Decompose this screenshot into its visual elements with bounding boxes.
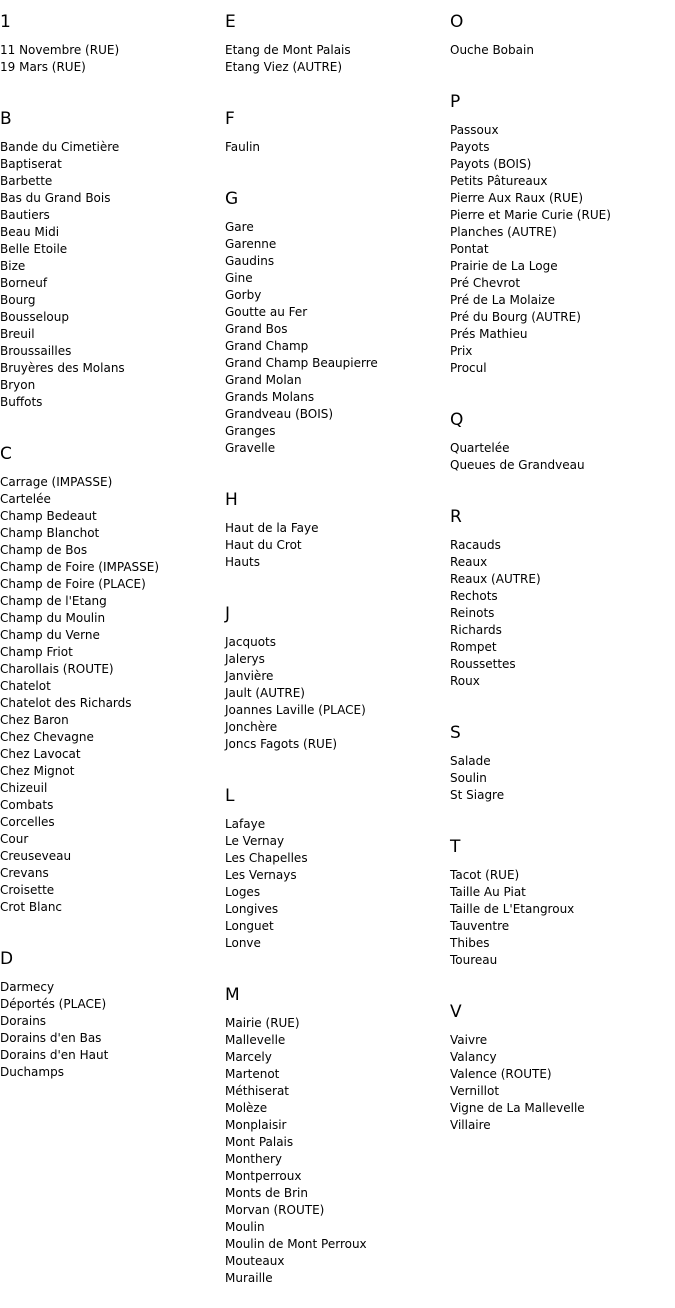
street-list (0, 474, 225, 916)
letter-section-1 (0, 0, 225, 76)
letter-section-v (450, 990, 675, 1134)
street-link-mallevelle[interactable]: Mallevelle (225, 1033, 286, 1047)
street-list (450, 753, 675, 804)
street-link-chez-baron[interactable]: Chez Baron (0, 713, 69, 727)
street-link-cartelee[interactable]: Cartelée (0, 492, 51, 506)
section-letter-heading: 1 (0, 12, 11, 32)
street-link-mouteaux[interactable]: Mouteaux (225, 1254, 285, 1268)
street-link-champ-de-bos[interactable]: Champ de Bos (0, 543, 88, 557)
street-link-champ-de-foire-impasse[interactable]: Champ de Foire (IMPASSE) (0, 560, 160, 574)
street-link-grands-molans[interactable]: Grands Molans (225, 390, 315, 404)
letter-section-e (225, 0, 450, 76)
section-letter-heading: G (225, 189, 239, 209)
letter-section-j (225, 592, 450, 753)
street-link-les-vernays[interactable]: Les Vernays (225, 868, 297, 882)
street-link-jault-autre[interactable]: Jault (AUTRE) (225, 686, 305, 700)
street-link-valence-route[interactable]: Valence (ROUTE) (450, 1067, 552, 1081)
street-link-muraille[interactable]: Muraille (225, 1271, 273, 1285)
street-link-moulin-de-mont-perroux[interactable]: Moulin de Mont Perroux (225, 1237, 367, 1251)
street-link-vernillot[interactable]: Vernillot (450, 1084, 500, 1098)
street-link-faulin[interactable]: Faulin (225, 140, 261, 154)
street-link-taille-au-piat[interactable]: Taille Au Piat (450, 885, 526, 899)
street-link-moleze[interactable]: Molèze (225, 1101, 268, 1115)
street-link-etang-de-mont-palais[interactable]: Etang de Mont Palais (225, 43, 351, 57)
street-link-toureau[interactable]: Toureau (450, 953, 498, 967)
street-link-moulin[interactable]: Moulin (225, 1220, 265, 1234)
street-link-carrage-impasse[interactable]: Carrage (IMPASSE) (0, 475, 113, 489)
street-link-etang-viez-autre[interactable]: Etang Viez (AUTRE) (225, 60, 343, 74)
street-link-montperroux[interactable]: Montperroux (225, 1169, 302, 1183)
street-link-grand-bos[interactable]: Grand Bos (225, 322, 288, 336)
street-link-champ-bedeaut[interactable]: Champ Bedeaut (0, 509, 97, 523)
street-link-planches-autre[interactable]: Planches (AUTRE) (450, 225, 557, 239)
street-link-passoux[interactable]: Passoux (450, 123, 499, 137)
street-link-baptiserat[interactable]: Baptiserat (0, 157, 62, 171)
street-link-deportes-place[interactable]: Déportés (PLACE) (0, 997, 107, 1011)
section-letter-heading: D (0, 949, 14, 969)
section-letter-heading: L (225, 786, 235, 806)
street-link-pierre-et-marie-curie-rue[interactable]: Pierre et Marie Curie (RUE) (450, 208, 611, 222)
street-link-cour[interactable]: Cour (0, 832, 29, 846)
street-link-goutte-au-fer[interactable]: Goutte au Fer (225, 305, 308, 319)
letter-section-t (450, 825, 675, 969)
street-link-grand-champ-beaupierre[interactable]: Grand Champ Beaupierre (225, 356, 378, 370)
street-link-soulin[interactable]: Soulin (450, 771, 487, 785)
street-link-belle-etoile[interactable]: Belle Etoile (0, 242, 68, 256)
street-list (450, 440, 675, 474)
letter-section-l (225, 774, 450, 952)
letter-section-m (225, 973, 450, 1287)
street-link-st-siagre[interactable]: St Siagre (450, 788, 505, 802)
street-link-petits-patureaux[interactable]: Petits Pâtureaux (450, 174, 548, 188)
letter-section-s (450, 711, 675, 804)
letter-section-c (0, 432, 225, 916)
street-link-19-mars-rue[interactable]: 19 Mars (RUE) (0, 60, 86, 74)
letter-section-g (225, 177, 450, 457)
street-link-chizeuil[interactable]: Chizeuil (0, 781, 48, 795)
street-link-barbette[interactable]: Barbette (0, 174, 53, 188)
street-link-salade[interactable]: Salade (450, 754, 491, 768)
street-link-joannes-laville-place[interactable]: Joannes Laville (PLACE) (225, 703, 366, 717)
street-link-tacot-rue[interactable]: Tacot (RUE) (450, 868, 520, 882)
letter-section-h (225, 478, 450, 571)
street-link-racauds[interactable]: Racauds (450, 538, 501, 552)
street-link-chez-lavocat[interactable]: Chez Lavocat (0, 747, 81, 761)
letter-section-d (0, 937, 225, 1081)
street-link-gare[interactable]: Gare (225, 220, 254, 234)
index-column-3 (450, 0, 675, 1155)
street-list (225, 816, 450, 952)
section-letter-heading: P (450, 92, 461, 112)
street-link-champ-blanchot[interactable]: Champ Blanchot (0, 526, 100, 540)
street-link-haut-de-la-faye[interactable]: Haut de la Faye (225, 521, 319, 535)
street-link-tauventre[interactable]: Tauventre (450, 919, 510, 933)
letter-section-q (450, 398, 675, 474)
street-link-crevans[interactable]: Crevans (0, 866, 49, 880)
street-link-bize[interactable]: Bize (0, 259, 26, 273)
section-letter-heading: Q (450, 410, 464, 430)
street-link-jonchere[interactable]: Jonchère (225, 720, 278, 734)
street-link-garenne[interactable]: Garenne (225, 237, 277, 251)
street-link-buffots[interactable]: Buffots (0, 395, 43, 409)
street-link-pierre-aux-raux-rue[interactable]: Pierre Aux Raux (RUE) (450, 191, 584, 205)
street-link-joncs-fagots-rue[interactable]: Joncs Fagots (RUE) (225, 737, 338, 751)
index-column-2 (225, 0, 450, 1308)
street-list (0, 42, 225, 76)
street-link-monthery[interactable]: Monthery (225, 1152, 283, 1166)
street-list (225, 634, 450, 753)
street-link-morvan-route[interactable]: Morvan (ROUTE) (225, 1203, 325, 1217)
street-link-monts-de-brin[interactable]: Monts de Brin (225, 1186, 308, 1200)
section-letter-heading: T (450, 837, 461, 857)
street-list (225, 520, 450, 571)
street-link-chez-chevagne[interactable]: Chez Chevagne (0, 730, 94, 744)
street-link-gaudins[interactable]: Gaudins (225, 254, 275, 268)
street-link-hauts[interactable]: Hauts (225, 555, 260, 569)
street-link-dorains-d-en-bas[interactable]: Dorains d'en Bas (0, 1031, 102, 1045)
street-link-granges[interactable]: Granges (225, 424, 276, 438)
street-link-marcely[interactable]: Marcely (225, 1050, 272, 1064)
street-link-darmecy[interactable]: Darmecy (0, 980, 55, 994)
street-link-reinots[interactable]: Reinots (450, 606, 495, 620)
street-link-prix[interactable]: Prix (450, 344, 473, 358)
street-link-monplaisir[interactable]: Monplaisir (225, 1118, 287, 1132)
street-list (450, 42, 675, 59)
street-link-roux[interactable]: Roux (450, 674, 480, 688)
street-link-dorains[interactable]: Dorains (0, 1014, 47, 1028)
street-list (225, 219, 450, 457)
street-link-creuseveau[interactable]: Creuseveau (0, 849, 72, 863)
street-link-quartelee[interactable]: Quartelée (450, 441, 510, 455)
street-link-bande-du-cimetiere[interactable]: Bande du Cimetière (0, 140, 120, 154)
street-link-dorains-d-en-haut[interactable]: Dorains d'en Haut (0, 1048, 109, 1062)
section-letter-heading: V (450, 1002, 462, 1022)
street-list (225, 1015, 450, 1287)
street-link-gorby[interactable]: Gorby (225, 288, 262, 302)
street-link-gravelle[interactable]: Gravelle (225, 441, 276, 455)
street-link-beau-midi[interactable]: Beau Midi (0, 225, 60, 239)
letter-section-f (225, 97, 450, 156)
street-link-reaux[interactable]: Reaux (450, 555, 488, 569)
street-list (0, 139, 225, 411)
street-link-charollais-route[interactable]: Charollais (ROUTE) (0, 662, 114, 676)
street-link-vigne-de-la-mallevelle[interactable]: Vigne de La Mallevelle (450, 1101, 585, 1115)
street-link-vaivre[interactable]: Vaivre (450, 1033, 488, 1047)
street-link-champ-du-moulin[interactable]: Champ du Moulin (0, 611, 106, 625)
letter-section-b (0, 97, 225, 411)
street-link-champ-de-foire-place[interactable]: Champ de Foire (PLACE) (0, 577, 146, 591)
street-link-payots-bois[interactable]: Payots (BOIS) (450, 157, 532, 171)
street-list (450, 537, 675, 690)
street-link-thibes[interactable]: Thibes (450, 936, 490, 950)
street-link-mairie-rue[interactable]: Mairie (RUE) (225, 1016, 300, 1030)
street-link-jacquots[interactable]: Jacquots (225, 635, 277, 649)
section-letter-heading: F (225, 109, 235, 129)
section-letter-heading: J (225, 604, 231, 624)
street-link-martenot[interactable]: Martenot (225, 1067, 280, 1081)
street-link-champ-friot[interactable]: Champ Friot (0, 645, 73, 659)
street-link-grand-molan[interactable]: Grand Molan (225, 373, 302, 387)
street-link-le-vernay[interactable]: Le Vernay (225, 834, 285, 848)
street-link-les-chapelles[interactable]: Les Chapelles (225, 851, 308, 865)
street-link-rechots[interactable]: Rechots (450, 589, 498, 603)
street-link-borneuf[interactable]: Borneuf (0, 276, 48, 290)
street-link-richards[interactable]: Richards (450, 623, 502, 637)
street-link-croisette[interactable]: Croisette (0, 883, 55, 897)
street-link-mont-palais[interactable]: Mont Palais (225, 1135, 294, 1149)
section-letter-heading: S (450, 723, 461, 743)
street-link-broussailles[interactable]: Broussailles (0, 344, 72, 358)
street-link-ouche-bobain[interactable]: Ouche Bobain (450, 43, 534, 57)
section-letter-heading: C (0, 444, 12, 464)
street-link-bryon[interactable]: Bryon (0, 378, 36, 392)
street-list (450, 1032, 675, 1134)
street-link-prairie-de-la-loge[interactable]: Prairie de La Loge (450, 259, 558, 273)
street-link-roussettes[interactable]: Roussettes (450, 657, 516, 671)
street-link-lonve[interactable]: Lonve (225, 936, 261, 950)
street-link-combats[interactable]: Combats (0, 798, 54, 812)
street-list (450, 867, 675, 969)
letter-section-r (450, 495, 675, 690)
street-link-breuil[interactable]: Breuil (0, 327, 35, 341)
letter-section-p (450, 80, 675, 377)
section-letter-heading: E (225, 12, 236, 32)
street-link-procul[interactable]: Procul (450, 361, 487, 375)
street-link-bruyeres-des-molans[interactable]: Bruyères des Molans (0, 361, 125, 375)
street-link-gine[interactable]: Gine (225, 271, 253, 285)
street-link-villaire[interactable]: Villaire (450, 1118, 491, 1132)
street-link-methiserat[interactable]: Méthiserat (225, 1084, 290, 1098)
street-link-11-novembre-rue[interactable]: 11 Novembre (RUE) (0, 43, 120, 57)
street-link-grandveau-bois[interactable]: Grandveau (BOIS) (225, 407, 334, 421)
street-link-longives[interactable]: Longives (225, 902, 279, 916)
street-link-loges[interactable]: Loges (225, 885, 261, 899)
street-link-jalerys[interactable]: Jalerys (225, 652, 265, 666)
street-link-valancy[interactable]: Valancy (450, 1050, 497, 1064)
street-link-chez-mignot[interactable]: Chez Mignot (0, 764, 75, 778)
street-link-duchamps[interactable]: Duchamps (0, 1065, 64, 1079)
section-letter-heading: R (450, 507, 462, 527)
street-link-crot-blanc[interactable]: Crot Blanc (0, 900, 63, 914)
street-link-janviere[interactable]: Janvière (225, 669, 274, 683)
street-link-lafaye[interactable]: Lafaye (225, 817, 266, 831)
street-link-champ-du-verne[interactable]: Champ du Verne (0, 628, 100, 642)
street-link-queues-de-grandveau[interactable]: Queues de Grandveau (450, 458, 585, 472)
street-link-bourg[interactable]: Bourg (0, 293, 36, 307)
street-link-bousseloup[interactable]: Bousseloup (0, 310, 69, 324)
street-link-champ-de-l-etang[interactable]: Champ de l'Etang (0, 594, 107, 608)
street-link-pre-du-bourg-autre[interactable]: Pré du Bourg (AUTRE) (450, 310, 581, 324)
street-link-reaux-autre[interactable]: Reaux (AUTRE) (450, 572, 541, 586)
letter-section-o (450, 0, 675, 59)
street-link-longuet[interactable]: Longuet (225, 919, 274, 933)
street-link-pre-de-la-molaize[interactable]: Pré de La Molaize (450, 293, 555, 307)
street-link-haut-du-crot[interactable]: Haut du Crot (225, 538, 302, 552)
street-list (225, 139, 450, 156)
index-column-1 (0, 0, 225, 1102)
section-letter-heading: O (450, 12, 464, 32)
street-link-rompet[interactable]: Rompet (450, 640, 497, 654)
section-letter-heading: B (0, 109, 12, 129)
street-link-pontat[interactable]: Pontat (450, 242, 489, 256)
street-list (0, 979, 225, 1081)
street-link-grand-champ[interactable]: Grand Champ (225, 339, 309, 353)
street-link-taille-de-l-etangroux[interactable]: Taille de L'Etangroux (450, 902, 575, 916)
street-link-chatelot[interactable]: Chatelot (0, 679, 51, 693)
street-link-corcelles[interactable]: Corcelles (0, 815, 55, 829)
street-link-pres-mathieu[interactable]: Prés Mathieu (450, 327, 528, 341)
street-list (450, 122, 675, 377)
street-link-pre-chevrot[interactable]: Pré Chevrot (450, 276, 521, 290)
street-link-chatelot-des-richards[interactable]: Chatelot des Richards (0, 696, 132, 710)
street-list (225, 42, 450, 76)
section-letter-heading: M (225, 985, 240, 1005)
street-link-bas-du-grand-bois[interactable]: Bas du Grand Bois (0, 191, 111, 205)
street-link-bautiers[interactable]: Bautiers (0, 208, 50, 222)
street-link-payots[interactable]: Payots (450, 140, 490, 154)
section-letter-heading: H (225, 490, 238, 510)
